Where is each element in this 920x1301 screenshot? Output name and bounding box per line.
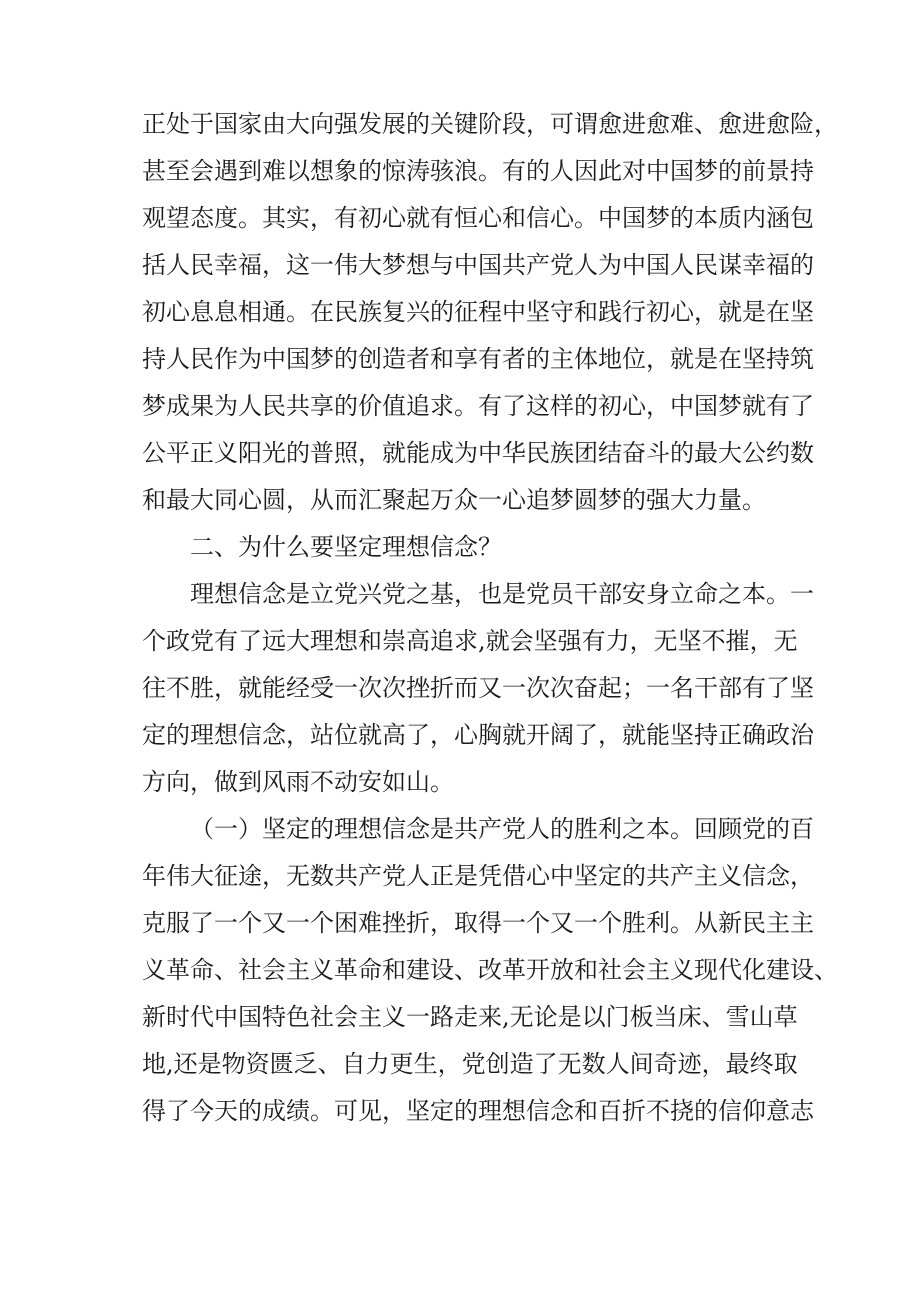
paragraph-line: 梦成果为人民共享的价值追求。有了这样的初心，中国梦就有了 (142, 392, 814, 420)
paragraph-line: 和最大同心圆，从而汇聚起万众一心追梦圆梦的强大力量。 (142, 486, 766, 514)
paragraph-line: 个政党有了远大理想和崇高追求,就会坚强有力，无坚不摧，无 (142, 627, 798, 655)
paragraph-line: 地,还是物资匮乏、自力更生，党创造了无数人间奇迹，最终取 (142, 1050, 798, 1078)
paragraph-first-line: （一）坚定的理想信念是共产党人的胜利之本。回顾党的百 (190, 815, 814, 843)
paragraph-line: 正处于国家由大向强发展的关键阶段，可谓愈进愈难、愈进愈险， (142, 110, 838, 138)
paragraph-line: 公平正义阳光的普照，就能成为中华民族团结奋斗的最大公约数 (142, 439, 814, 467)
paragraph-line: 得了今天的成绩。可见，坚定的理想信念和百折不挠的信仰意志 (142, 1097, 814, 1125)
paragraph-first-line: 理想信念是立党兴党之基，也是党员干部安身立命之本。一 (190, 580, 814, 608)
paragraph-line: 括人民幸福，这一伟大梦想与中国共产党人为中国人民谋幸福的 (142, 251, 814, 279)
paragraph-line: 定的理想信念，站位就高了，心胸就开阔了，就能坚持正确政治 (142, 721, 814, 749)
paragraph-line: 新时代中国特色社会主义一路走来,无论是以门板当床、雪山草 (142, 1003, 798, 1031)
paragraph-line: 甚至会遇到难以想象的惊涛骇浪。有的人因此对中国梦的前景持 (142, 157, 814, 185)
paragraph-line: 观望态度。其实，有初心就有恒心和信心。中国梦的本质内涵包 (142, 204, 814, 232)
section-heading: 二、为什么要坚定理想信念？ (190, 533, 502, 561)
paragraph-line: 义革命、社会主义革命和建设、改革开放和社会主义现代化建设、 (142, 956, 838, 984)
paragraph-line: 方向，做到风雨不动安如山。 (142, 768, 454, 796)
paragraph-line: 持人民作为中国梦的创造者和享有者的主体地位，就是在坚持筑 (142, 345, 814, 373)
paragraph-line: 年伟大征途，无数共产党人正是凭借心中坚定的共产主义信念， (142, 862, 814, 890)
paragraph-line: 克服了一个又一个困难挫折，取得一个又一个胜利。从新民主主 (142, 909, 814, 937)
paragraph-line: 初心息息相通。在民族复兴的征程中坚守和践行初心，就是在坚 (142, 298, 814, 326)
paragraph-line: 往不胜，就能经受一次次挫折而又一次次奋起；一名干部有了坚 (142, 674, 814, 702)
